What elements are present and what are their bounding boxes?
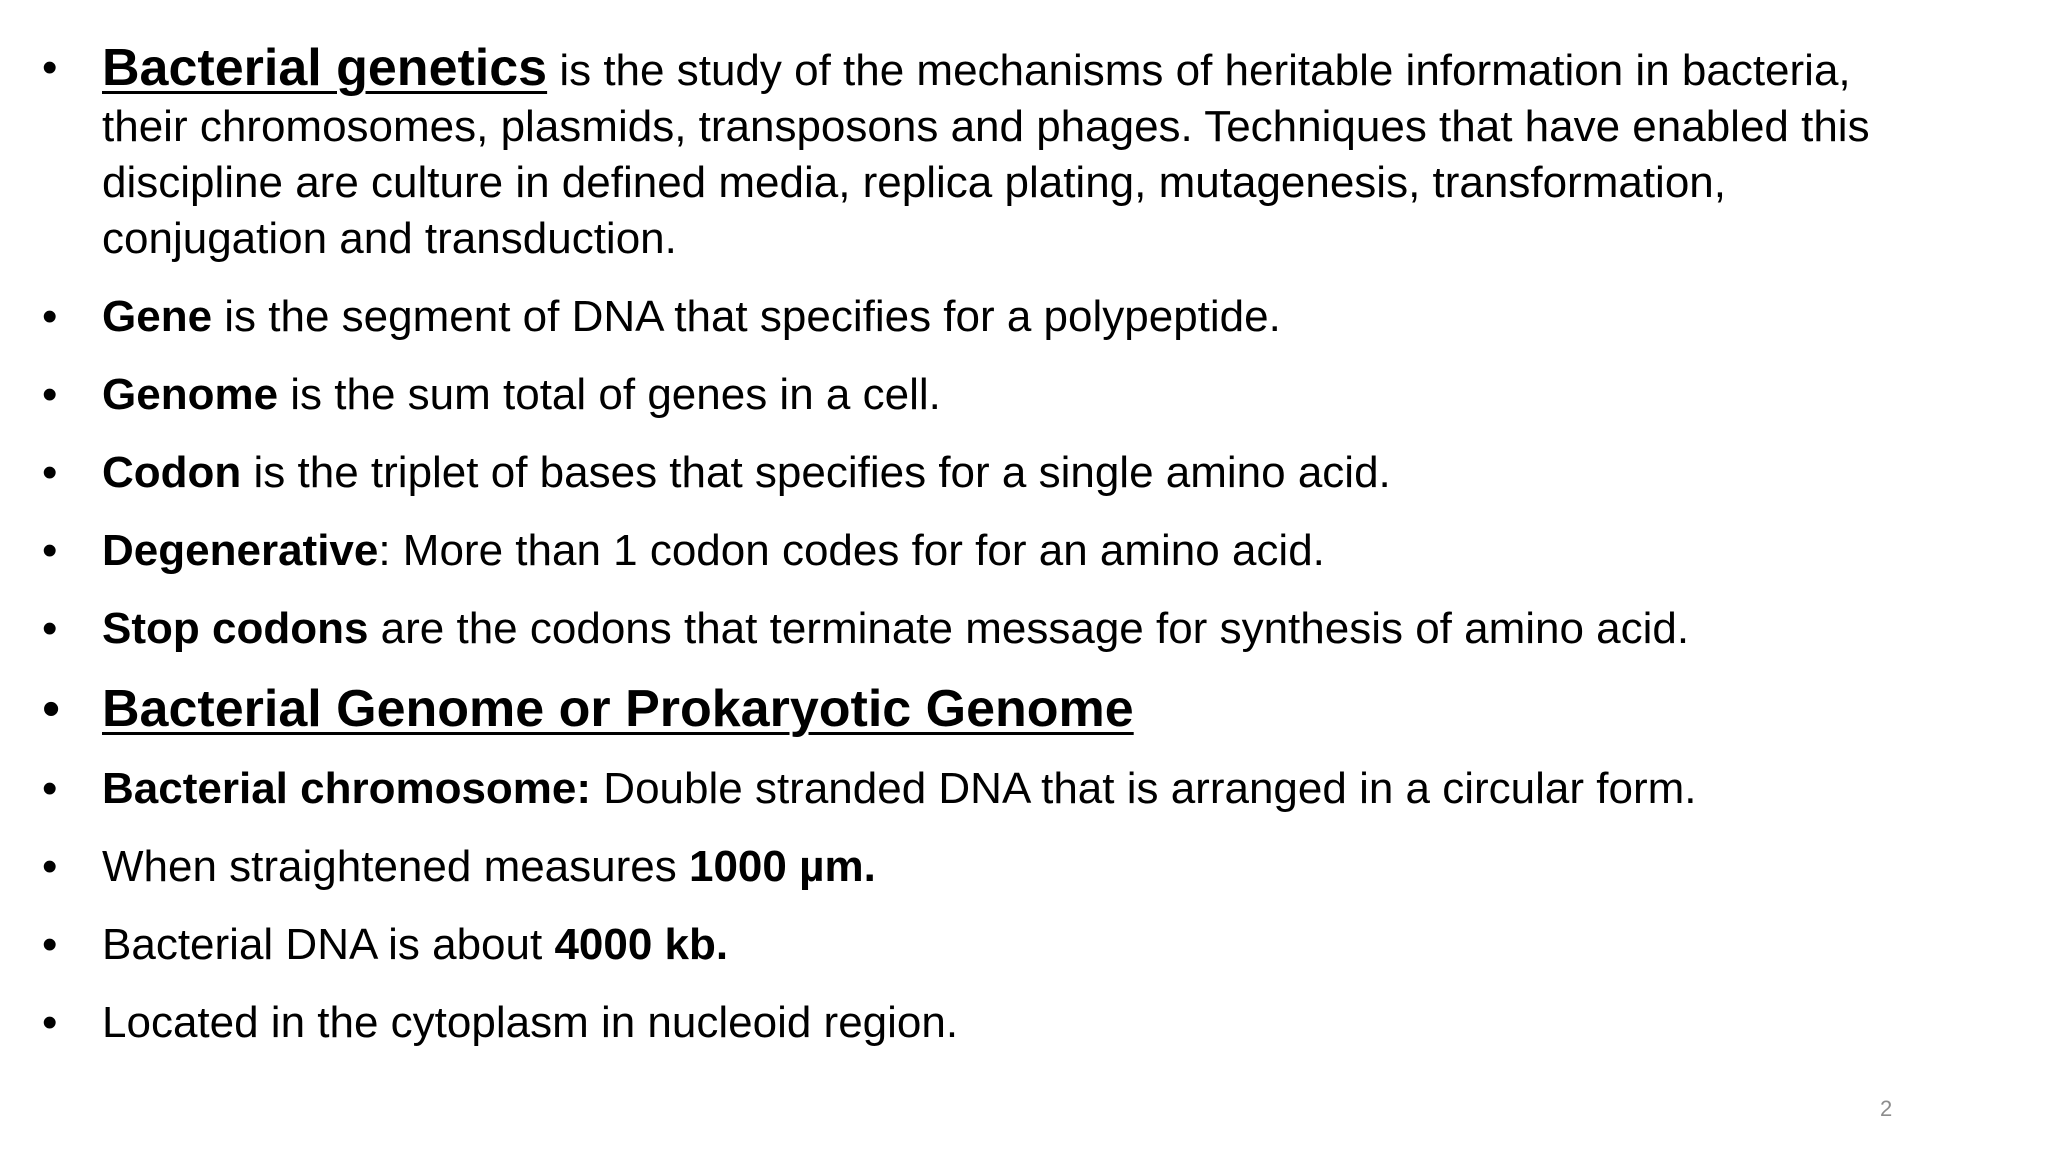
- term-stop-codons: Stop codons: [102, 604, 369, 653]
- list-item-dna-size: [42, 917, 2022, 973]
- term-gene: Gene: [102, 292, 213, 341]
- list-item-genome: [42, 367, 2022, 423]
- item-text: is the triplet of bases that specifies for a single amino acid.: [241, 448, 1391, 497]
- item-line-4: conjugation and transduction.: [102, 214, 677, 263]
- list-item-bacterial-chromosome: [42, 761, 2022, 817]
- bullet-icon: •: [42, 680, 61, 738]
- item-text: is the segment of DNA that specifies for a polypeptide.: [212, 292, 1281, 341]
- list-item-straightened-length: [42, 839, 2022, 895]
- item-text: is the sum total of genes in a cell.: [278, 370, 941, 419]
- term-bacterial-genetics: Bacterial genetics: [102, 39, 548, 97]
- page-number: 2: [1880, 1096, 1893, 1121]
- item-line-3: discipline are culture in defined media, replica plating, mutagenesis, transformation,: [102, 158, 1726, 207]
- item-text: : More than 1 codon codes for for an amino acid.: [378, 526, 1325, 575]
- section-heading-bacterial-genome: [42, 677, 2022, 741]
- term-codon: Codon: [102, 448, 242, 497]
- term-degenerative: Degenerative: [102, 526, 379, 575]
- item-text: Double stranded DNA that is arranged in a circular form.: [591, 764, 1697, 813]
- bullet-icon: •: [42, 43, 58, 92]
- item-text: is the study of the mechanisms of heritable information in bacteria,: [547, 46, 1851, 95]
- heading-text: Bacterial Genome or Prokaryotic Genome: [102, 680, 1134, 738]
- list-item-bacterial-genetics: [42, 40, 2022, 267]
- list-item-codon: [42, 445, 2022, 501]
- item-text: are the codons that terminate message for synthesis of amino acid.: [368, 604, 1690, 653]
- bullet-icon: •: [42, 764, 58, 813]
- bullet-icon: •: [42, 526, 58, 575]
- value-size: 4000 kb.: [554, 920, 729, 969]
- bullet-icon: •: [42, 604, 58, 653]
- bullet-icon: •: [42, 998, 58, 1047]
- list-item-degenerative: [42, 523, 2022, 579]
- term-genome: Genome: [102, 370, 279, 419]
- bullet-icon: •: [42, 370, 58, 419]
- item-text: When straightened measures: [102, 842, 689, 891]
- item-line-1: [102, 40, 2022, 99]
- bullet-list: [42, 40, 2022, 1051]
- term-bacterial-chromosome: Bacterial chromosome:: [102, 764, 592, 813]
- list-item-gene: [42, 289, 2022, 345]
- value-length: 1000 µm.: [688, 842, 876, 891]
- bullet-icon: •: [42, 842, 58, 891]
- bullet-icon: •: [42, 292, 58, 341]
- item-text: Bacterial DNA is about: [102, 920, 555, 969]
- item-text: Located in the cytoplasm in nucleoid region.: [102, 998, 959, 1047]
- bullet-icon: •: [42, 920, 58, 969]
- list-item-stop-codons: [42, 601, 2022, 657]
- list-item-location: [42, 995, 2022, 1051]
- bullet-icon: •: [42, 448, 58, 497]
- item-line-2: their chromosomes, plasmids, transposons and phages. Techniques that have enabled this: [102, 102, 1870, 151]
